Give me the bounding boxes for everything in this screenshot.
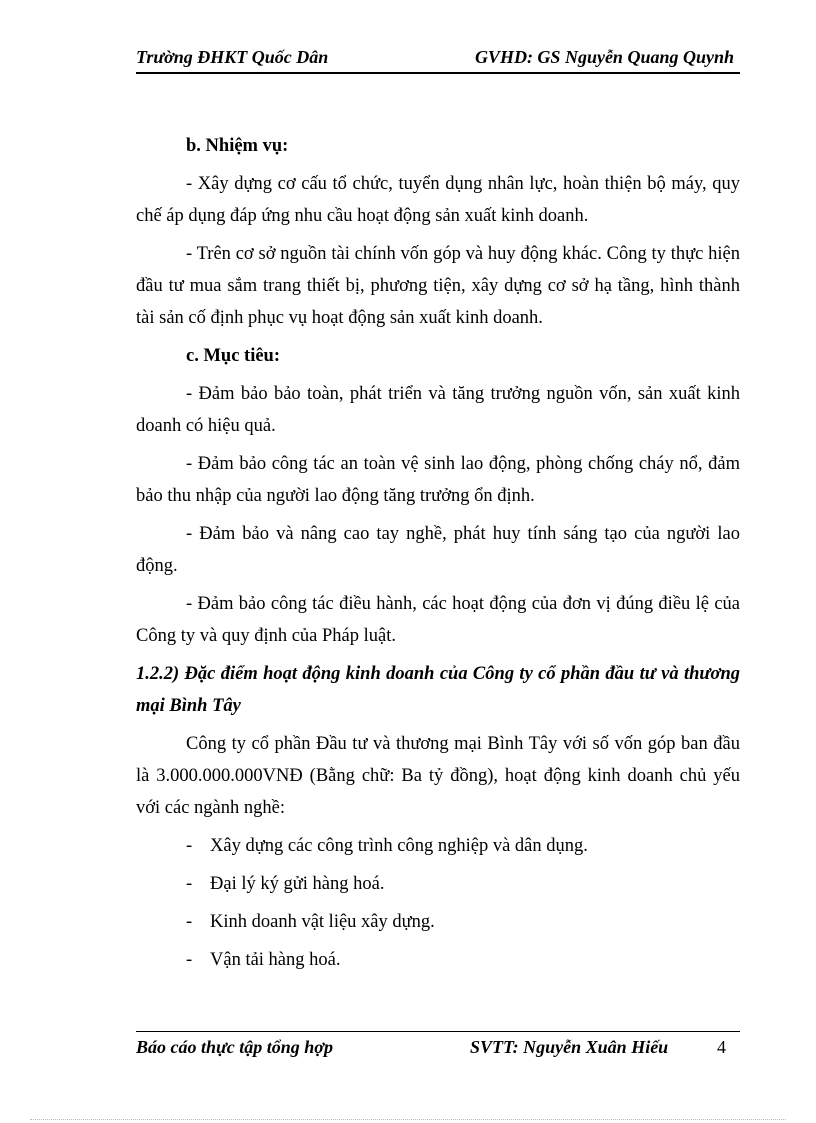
heading-muc-tieu: c. Mục tiêu: xyxy=(186,346,281,366)
paragraph: - Đảm bảo công tác an toàn vệ sinh lao động, phòng chống cháy nổ, đảm bảo thu nhập của người lao động tăng trưởng ổn định. xyxy=(136,454,740,506)
bullet-dash: - xyxy=(186,836,193,856)
page-header xyxy=(136,44,740,74)
page-edge-divider xyxy=(30,1119,786,1120)
list-item-text: Đại lý ký gửi hàng hoá. xyxy=(210,874,385,894)
list-item xyxy=(186,944,740,976)
paragraph: - Đảm bảo bảo toàn, phát triển và tăng trưởng nguồn vốn, sản xuất kinh doanh có hiệu quả. xyxy=(136,384,740,436)
list-item-text: Xây dựng các công trình công nghiệp và dân dụng. xyxy=(210,836,588,856)
list-item-text: Kinh doanh vật liệu xây dựng. xyxy=(210,912,435,932)
header-school: Trường ĐHKT Quốc Dân xyxy=(136,47,329,67)
document-body xyxy=(136,130,740,982)
list-item xyxy=(186,868,740,900)
footer-student: SVTT: Nguyễn Xuân Hiếu xyxy=(470,1037,669,1057)
section-heading: 1.2.2) Đặc điểm hoạt động kinh doanh của Công ty cổ phần đầu tư và thương mại Bình Tây xyxy=(136,664,740,716)
list-item-text: Vận tải hàng hoá. xyxy=(210,950,341,970)
list-item xyxy=(186,830,740,862)
list-item xyxy=(186,906,740,938)
bullet-dash: - xyxy=(186,912,193,932)
paragraph: - Xây dựng cơ cấu tổ chức, tuyển dụng nhân lực, hoàn thiện bộ máy, quy chế áp dụng đáp ứng nhu cầu hoạt động sản xuất kinh doanh. xyxy=(136,174,740,226)
paragraph: - Đảm bảo công tác điều hành, các hoạt động của đơn vị đúng điều lệ của Công ty và quy định của Pháp luật. xyxy=(136,594,740,646)
bullet-dash: - xyxy=(186,874,193,894)
footer-report-title: Báo cáo thực tập tổng hợp xyxy=(136,1037,333,1057)
page-number: 4 xyxy=(717,1037,726,1057)
paragraph: Công ty cổ phần Đầu tư và thương mại Bình Tây với số vốn góp ban đầu là 3.000.000.000VNĐ (Bằng chữ: Ba tỷ đồng), hoạt động kinh doanh chủ yếu với các ngành nghề: xyxy=(136,734,740,818)
bullet-dash: - xyxy=(186,950,193,970)
paragraph: - Đảm bảo và nâng cao tay nghề, phát huy tính sáng tạo của người lao động. xyxy=(136,524,740,576)
heading-nhiem-vu: b. Nhiệm vụ: xyxy=(186,136,289,156)
paragraph: - Trên cơ sở nguồn tài chính vốn góp và huy động khác. Công ty thực hiện đầu tư mua sắm trang thiết bị, phương tiện, xây dựng cơ sở hạ tầng, hình thành tài sản cố định phục vụ hoạt động sản xuất kinh doanh. xyxy=(136,244,740,328)
header-supervisor: GVHD: GS Nguyễn Quang Quynh xyxy=(474,47,734,67)
page-footer xyxy=(136,1031,740,1062)
